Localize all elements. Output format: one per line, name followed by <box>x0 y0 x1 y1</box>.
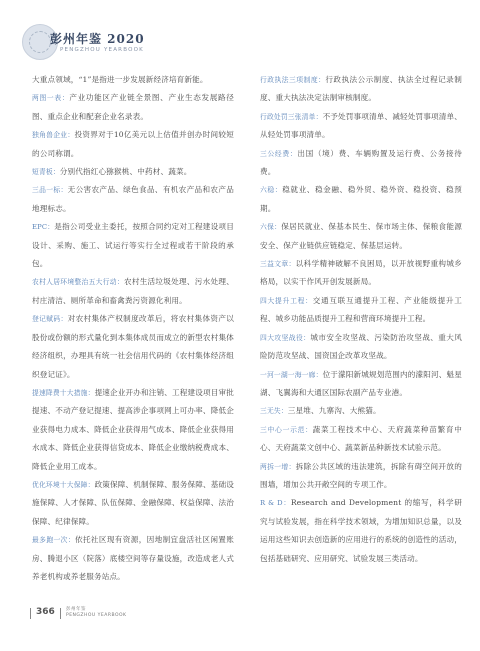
glossary-entry <box>260 181 462 218</box>
glossary-term: 四大提升工程： <box>260 296 313 305</box>
glossary-term: 两图一表： <box>32 94 70 103</box>
page-header <box>22 22 222 66</box>
glossary-term: R & D： <box>260 499 291 508</box>
glossary-definition: 行政执法公示制度、执法全过程记录制度、重大执法决定法制审核制度。 <box>260 75 462 103</box>
glossary-term: 一河一湖一海一廊： <box>260 370 323 379</box>
glossary-entry <box>32 181 234 218</box>
glossary-entry <box>32 384 234 476</box>
glossary-definition: 对农村集体产权制度改革后，将农村集体资产以股份或份额的形式量化到本集体成员而成立的新型农村集体经济组织，办理具有统一社会信用代码的《农村集体经济组织登记证》。 <box>32 314 235 379</box>
glossary-entry <box>260 366 462 403</box>
glossary-term: 三公经费： <box>260 149 298 158</box>
glossary-term: 行政执法三项制度： <box>260 76 326 84</box>
glossary-term: 优化环境十大保障： <box>32 480 95 489</box>
glossary-definition: 分别代指红心猕猴桃、中药材、蔬菜。 <box>59 167 192 177</box>
glossary-term: 六保： <box>260 223 282 232</box>
glossary-definition: 政策保障、机制保障、服务保障、基础设施保障、人才保障、队伍保障、金融保障、权益保障、法治保障、纪律保障。 <box>32 479 234 526</box>
glossary-definition: 提速企业开办和注销、工程建设项目审批提速、不动产登记提速、提高涉企事项网上可办率、降低企业获得电力成本、降低企业获得用气成本、降低企业获得用水成本、降低企业获得信贷成本、降低企业缴纳税费成本、降低企业用工成本。 <box>32 387 234 471</box>
glossary-entry <box>260 108 462 145</box>
glossary-entry <box>32 310 234 384</box>
glossary-term: 提速降费十大措施： <box>32 388 95 397</box>
glossary-term: 行政处罚三张清单： <box>260 112 323 121</box>
glossary-entry <box>32 476 234 531</box>
glossary-entry <box>32 71 234 89</box>
glossary-definition: Research and Development 的缩写，科学研究与试验发展，指在科学技术领域，为增加知识总量，以及运用这些知识去创造新的应用进行的系统的创造性的活动，包括基础研究、应用研究、试验发展三类活动。 <box>260 498 462 563</box>
glossary-entry <box>260 402 462 420</box>
glossary-definition: 交通互联互通提升工程、产业能级提升工程、城乡功能品质提升工程和营商环境提升工程。 <box>260 295 462 324</box>
glossary-term: 短青板： <box>32 168 60 177</box>
glossary-definition: 无公害农产品、绿色食品、有机农产品和农产品地理标志。 <box>32 185 235 213</box>
glossary-term: 四大攻坚战役： <box>260 333 311 342</box>
glossary-entry <box>32 218 234 273</box>
glossary-definition: 拆除公共区域的违法建筑，拆除有碍空间开放的围墙，增加公共开敞空间的专项工作。 <box>260 461 463 489</box>
glossary-entry <box>260 292 462 329</box>
glossary-definition: 稳就业、稳金融、稳外贸、稳外资、稳投资、稳预期。 <box>260 185 462 213</box>
glossary-definition: 位于濛阳新城规划范围内的濛阳河、魁星湖、飞翼海和大通区国际农副产品专业港。 <box>260 369 462 397</box>
glossary-term: 最多跑一次： <box>32 536 75 545</box>
footer-divider <box>30 608 31 619</box>
glossary-definition: 投资界对于10亿美元以上估值并创办时间较短的公司称谓。 <box>32 130 235 158</box>
glossary-entry <box>260 494 462 568</box>
glossary-term: 两拆一增： <box>260 462 296 471</box>
glossary-definition: 蔬菜工程技术中心、天府蔬菜种苗繁育中心、天府蔬菜文创中心、蔬菜新品种新技术试验示范。 <box>260 424 462 453</box>
glossary-definition: 大重点领域，“1”是指进一步发展新经济培育新能。 <box>32 75 208 84</box>
glossary-term: EPC： <box>32 223 55 232</box>
footer-yearbook-cn: 彭州年鉴 <box>66 607 86 612</box>
glossary-definition: 保居民就业、保基本民生、保市场主体、保粮食能源安全、保产业链供应链稳定、保基层运转。 <box>260 222 463 250</box>
glossary-term: 三品一标： <box>32 186 68 195</box>
glossary-entry <box>32 89 234 126</box>
glossary-term: 登记赋码： <box>32 315 68 324</box>
glossary-entry <box>32 126 234 163</box>
glossary-term: 三中心一示范： <box>260 425 313 434</box>
glossary-entry <box>260 71 462 108</box>
header-title: 彭州年鉴 2020 <box>50 32 145 46</box>
glossary-term: 独角兽企业： <box>32 131 75 140</box>
glossary-definition: 以科学精神破解不良困局，以开放视野重构城乡格局，以实干作风开创发展新局。 <box>260 259 463 287</box>
footer-yearbook-en: PENGZHOU YEARBOOK <box>66 612 127 618</box>
glossary-definition: 出国（境）费、车辆购置及运行费、公务接待费。 <box>260 148 463 177</box>
glossary-entry <box>32 531 234 586</box>
right-column <box>260 71 462 568</box>
glossary-entry <box>32 273 234 310</box>
glossary-definition: 农村生活垃圾处理、污水处理、村庄清洁、厕所革命和畜禽粪污资源化利用。 <box>32 277 234 305</box>
glossary-definition: 三星堆、九寨沟、大熊猫。 <box>287 406 381 416</box>
glossary-term: 三益文章： <box>260 260 296 269</box>
page-footer <box>30 607 150 621</box>
page-number: 366 <box>36 607 55 617</box>
glossary-definition: 产业功能区产业链全景图、产业生态发展路径图、重点企业和配套企业名录表。 <box>32 93 235 121</box>
footer-yearbook <box>66 607 126 618</box>
glossary-entry <box>260 255 462 292</box>
glossary-entry <box>260 329 462 366</box>
glossary-definition: 城市安全攻坚战、污染防治攻坚战、重大风险防范攻坚战、国资国企改革攻坚战。 <box>260 332 462 361</box>
glossary-definition: 是指公司受业主委托，按照合同约定对工程建设项目设计、采购、施工、试运行等实行全过程或若干阶段的承包。 <box>32 222 234 269</box>
glossary-definition: 依托社区现有资源，因地制宜盘活社区闲置账房、腾退小区（院落）底楼空间等存量设施，改造成老人式养老机构或养老服务站点。 <box>32 535 235 581</box>
glossary-entry <box>260 458 462 495</box>
glossary-definition: 不予处罚事项清单、减轻处罚事项清单、从轻处罚事项清单。 <box>260 111 462 140</box>
glossary-entry <box>260 145 462 182</box>
glossary-term: 六稳： <box>260 186 283 195</box>
header-subtitle: PENGZHOU YEARBOOK <box>60 47 144 53</box>
footer-divider <box>60 608 61 619</box>
glossary-term: 三无失： <box>260 407 288 416</box>
glossary-entry <box>32 163 234 181</box>
left-column <box>32 71 234 586</box>
glossary-term: 农村人居环境整治五大行动： <box>32 278 124 287</box>
glossary-entry <box>260 421 462 458</box>
glossary-entry <box>260 218 462 255</box>
